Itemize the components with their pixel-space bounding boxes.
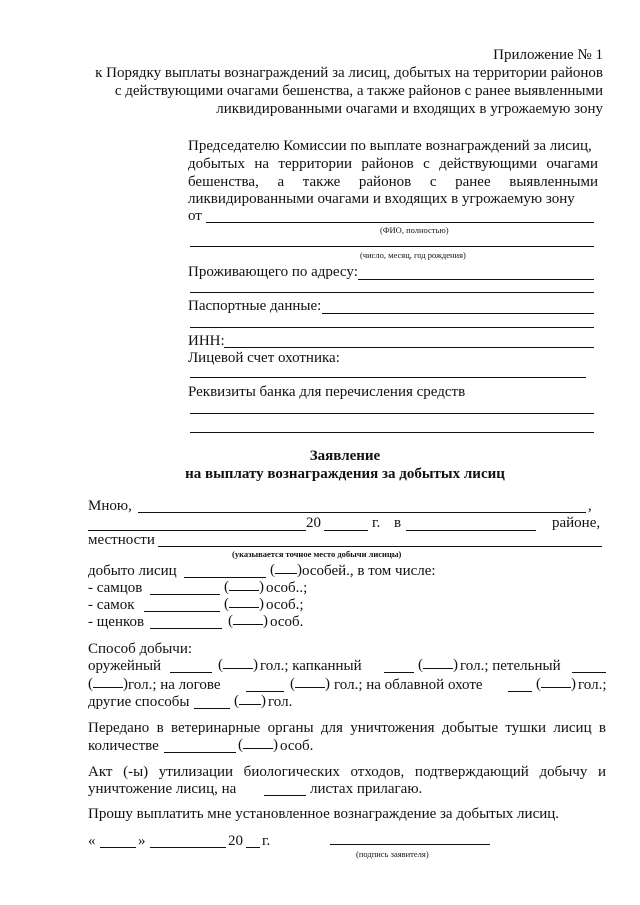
date-field[interactable] — [88, 530, 306, 531]
foxes-count-paren: ( ) — [270, 562, 302, 578]
method-drive-count-paren: ( ) — [536, 676, 576, 692]
foxes-caught-field[interactable] — [184, 577, 266, 578]
method-den-count-field[interactable] — [295, 676, 325, 688]
method-label: Способ добычи: — [88, 641, 193, 657]
males-field[interactable] — [150, 594, 220, 595]
hunter-account-field[interactable] — [190, 377, 586, 378]
addressee-line-2: добытых на территории районов с действующими очагами — [188, 156, 598, 172]
comma: , — [588, 498, 592, 514]
fio-caption: (ФИО, полностью) — [380, 225, 449, 235]
date-open-quote: « — [88, 833, 96, 849]
address-field-2[interactable] — [190, 292, 594, 293]
vet-count-paren: ( ) — [238, 737, 278, 753]
foxes-count-field[interactable] — [275, 562, 297, 574]
method-drive-label: гол.; на облавной охоте — [334, 677, 483, 693]
inn-label: ИНН: — [188, 333, 225, 349]
males-count-paren: ( ) — [224, 579, 264, 595]
pups-suffix: особ. — [270, 614, 304, 630]
method-drive-suffix: гол.; — [578, 677, 607, 693]
header-line-1: к Порядку выплаты вознаграждений за лисиц, добытых на территории районов — [95, 65, 603, 81]
passport-label: Паспортные данные: — [188, 298, 322, 314]
sign-year-prefix: 20 — [228, 833, 243, 849]
sign-day-field[interactable] — [100, 847, 136, 848]
males-count-field[interactable] — [229, 579, 259, 591]
fio-field[interactable] — [206, 222, 594, 223]
addressee-line-4: ликвидированными очагами и входящих в угрожаемую зону — [188, 191, 575, 207]
females-suffix: особ.; — [266, 597, 304, 613]
method-snare-count-field[interactable] — [93, 676, 123, 688]
method-trap-count-field[interactable] — [423, 657, 453, 669]
method-snare-field[interactable] — [572, 672, 606, 673]
signature-caption: (подпись заявителя) — [356, 849, 429, 859]
addressee-line-1: Председателю Комиссии по выплате вознаграждений за лисиц, — [188, 138, 592, 154]
females-label: - самок — [88, 597, 135, 613]
method-trap-label: гол.; капканный — [260, 658, 362, 674]
year-prefix: 20 — [306, 515, 321, 531]
method-snare-label: гол.; петельный — [460, 658, 561, 674]
pups-count-paren: ( ) — [228, 613, 268, 629]
locality-field[interactable] — [158, 546, 602, 547]
inn-field[interactable] — [224, 347, 594, 348]
act-line-1: Акт (-ы) утилизации биологических отходов, подтверждающий добычу и — [88, 764, 606, 780]
sign-year-suffix: г. — [262, 833, 271, 849]
method-gun-count-field[interactable] — [223, 657, 253, 669]
pups-field[interactable] — [150, 628, 222, 629]
address-field[interactable] — [358, 279, 594, 280]
appendix-number: Приложение № 1 — [493, 47, 603, 63]
vet-count-field[interactable] — [243, 737, 273, 749]
method-drive-field[interactable] — [508, 691, 532, 692]
hunter-account-label: Лицевой счет охотника: — [188, 350, 340, 366]
method-den-field[interactable] — [246, 691, 284, 692]
males-label: - самцов — [88, 580, 143, 596]
date-close-quote: » — [138, 833, 146, 849]
foxes-suffix: особей., в том числе: — [302, 563, 436, 579]
address-label: Проживающего по адресу: — [188, 264, 358, 280]
females-count-field[interactable] — [229, 596, 259, 608]
payment-request: Прошу выплатить мне установленное вознаграждение за добытых лисиц. — [88, 806, 560, 822]
method-other-count-paren: ( ) — [234, 693, 266, 709]
females-field[interactable] — [144, 611, 220, 612]
vet-transfer-line-1: Передано в ветеринарные органы для уничтожения добытые тушки лисиц в — [88, 720, 606, 736]
method-other-count-field[interactable] — [239, 693, 261, 705]
method-drive-count-field[interactable] — [541, 676, 571, 688]
vet-quantity-field[interactable] — [164, 752, 236, 753]
method-trap-count-paren: ( ) — [418, 657, 458, 673]
birthdate-field[interactable] — [190, 246, 594, 247]
me-label: Мною, — [88, 498, 132, 514]
method-den-label: гол.; на логове — [128, 677, 221, 693]
passport-field[interactable] — [322, 313, 594, 314]
sign-year-field[interactable] — [246, 847, 260, 848]
act-sheets-field[interactable] — [264, 795, 306, 796]
applicant-name-field[interactable] — [138, 512, 586, 513]
document-title: Заявление — [309, 448, 381, 464]
locality-label: местности — [88, 532, 155, 548]
act-line-2: уничтожение лисиц, на — [88, 781, 237, 797]
birthdate-caption: (число, месяц, год рождения) — [360, 250, 466, 260]
pups-label: - щенков — [88, 614, 145, 630]
method-gun-count-paren: ( ) — [218, 657, 258, 673]
females-count-paren: ( ) — [224, 596, 264, 612]
vet-quantity-suffix: особ. — [280, 738, 314, 754]
bank-details-field[interactable] — [190, 413, 594, 414]
males-suffix: особ..; — [266, 580, 308, 596]
method-gun-label: оружейный — [88, 658, 162, 674]
method-other-field[interactable] — [194, 708, 230, 709]
document-subtitle: на выплату вознаграждения за добытых лисиц — [185, 466, 505, 482]
method-snare-count-paren: ( ) — [88, 676, 128, 692]
method-trap-field[interactable] — [384, 672, 414, 673]
sign-month-field[interactable] — [150, 847, 226, 848]
year-field[interactable] — [324, 530, 368, 531]
district-label: районе, — [552, 515, 601, 531]
method-other-suffix: гол. — [268, 694, 293, 710]
year-suffix: г. — [372, 515, 381, 531]
in-label: в — [394, 515, 402, 531]
act-line-2-suffix: листах прилагаю. — [310, 781, 423, 797]
foxes-caught-label: добыто лисиц — [88, 563, 177, 579]
signature-field[interactable] — [330, 844, 490, 845]
pups-count-field[interactable] — [233, 613, 263, 625]
place-caption: (указывается точное место добычи лисицы) — [232, 549, 402, 559]
passport-field-2[interactable] — [190, 327, 594, 328]
from-label: от — [188, 208, 202, 224]
method-den-count-paren: ( ) — [290, 676, 330, 692]
addressee-line-3: бешенства, а также районов с ранее выявленными — [188, 174, 598, 190]
header-line-2: с действующими очагами бешенства, а также районов с ранее выявленными — [114, 83, 603, 99]
vet-quantity-label: количестве — [88, 738, 159, 754]
header-line-3: ликвидированными очагами и входящих в угрожаемую зону — [216, 101, 603, 117]
method-gun-field[interactable] — [170, 672, 212, 673]
bank-details-field-2[interactable] — [190, 432, 594, 433]
method-other-label: другие способы — [88, 694, 190, 710]
district-field[interactable] — [406, 530, 536, 531]
bank-details-label: Реквизиты банка для перечисления средств — [188, 384, 466, 400]
